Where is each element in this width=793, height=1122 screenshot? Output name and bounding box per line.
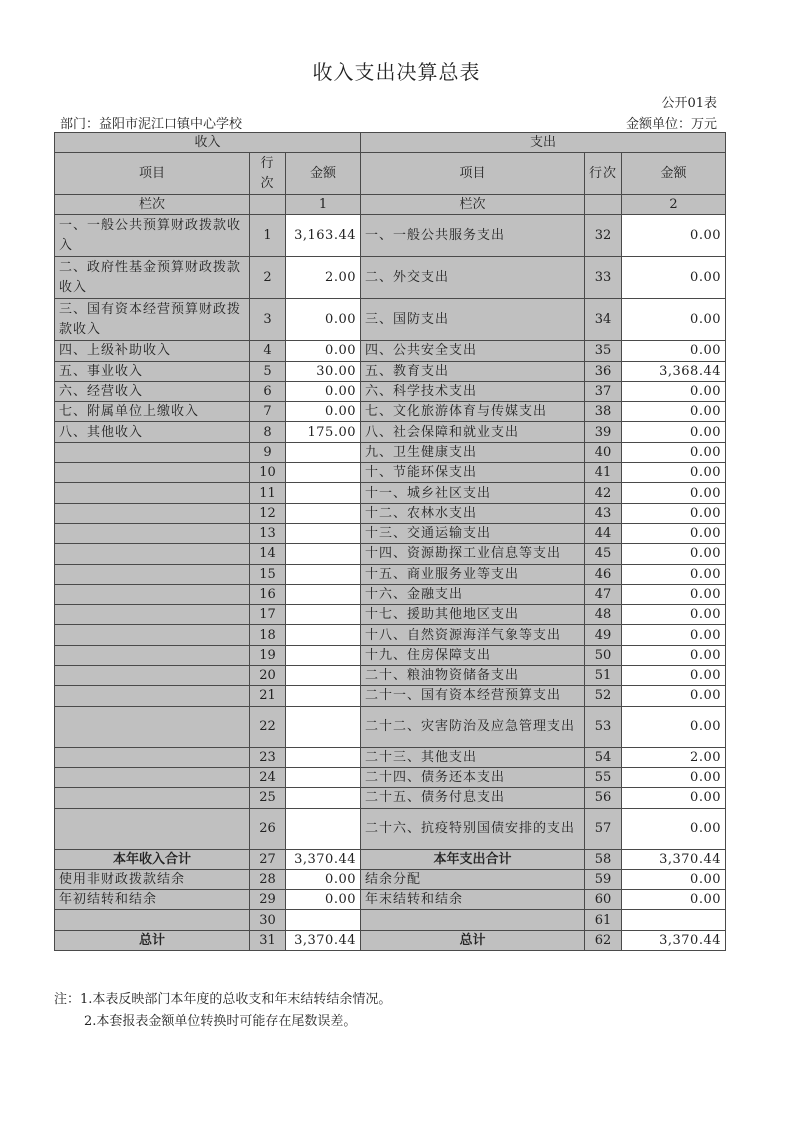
department-label: 部门：益阳市泥江口镇中心学校 (60, 117, 243, 132)
income-section-header: 收入 (55, 133, 361, 153)
expense-row-no: 42 (585, 483, 622, 503)
expense-row-no: 40 (585, 442, 622, 462)
expense-item: 二十、粮油物资储备支出 (361, 666, 585, 686)
table-row (55, 442, 726, 462)
expense-column-label: 栏次 (361, 195, 585, 215)
income-row-no: 20 (250, 666, 286, 686)
expense-amount: 0.00 (622, 523, 726, 543)
expense-amount: 0.00 (622, 299, 726, 341)
expense-amount: 0.00 (622, 544, 726, 564)
expense-section-header: 支出 (361, 133, 726, 153)
income-amount (286, 544, 361, 564)
expense-row-no-header: 行次 (585, 153, 622, 195)
income-row-no: 30 (250, 910, 286, 930)
income-amount (286, 442, 361, 462)
income-row-no: 14 (250, 544, 286, 564)
footnotes (54, 989, 391, 1033)
expense-row-no: 48 (585, 605, 622, 625)
income-amount (286, 463, 361, 483)
income-row-no: 27 (250, 849, 286, 869)
table-row (55, 686, 726, 706)
expense-row-no: 60 (585, 890, 622, 910)
expense-row-no: 59 (585, 869, 622, 889)
expense-amount-header: 金额 (622, 153, 726, 195)
expense-item: 十八、自然资源海洋气象等支出 (361, 625, 585, 645)
income-item (55, 788, 250, 808)
income-item (55, 544, 250, 564)
income-amount (286, 584, 361, 604)
income-row-no: 21 (250, 686, 286, 706)
income-amount: 0.00 (286, 402, 361, 422)
table-row (55, 402, 726, 422)
expense-amount: 0.00 (622, 788, 726, 808)
expense-amount: 0.00 (622, 463, 726, 483)
expense-row-no: 51 (585, 666, 622, 686)
expense-summary-item: 本年支出合计 (361, 849, 585, 869)
expense-row-no: 50 (585, 645, 622, 665)
income-row-no: 17 (250, 605, 286, 625)
expense-row-no: 33 (585, 257, 622, 299)
income-item (55, 503, 250, 523)
income-row-no: 15 (250, 564, 286, 584)
expense-row-no: 53 (585, 706, 622, 747)
header-row-column-index (55, 195, 726, 215)
income-amount-header: 金额 (286, 153, 361, 195)
expense-item: 十三、交通运输支出 (361, 523, 585, 543)
income-item (55, 523, 250, 543)
expense-row-no: 61 (585, 910, 622, 930)
expense-item: 十五、商业服务业等支出 (361, 564, 585, 584)
expense-row-no: 44 (585, 523, 622, 543)
expense-row-no: 38 (585, 402, 622, 422)
expense-row-no: 43 (585, 503, 622, 523)
income-item (55, 686, 250, 706)
expense-item: 五、教育支出 (361, 361, 585, 381)
income-item (55, 625, 250, 645)
expense-item: 二十三、其他支出 (361, 747, 585, 767)
expense-item: 二十六、抗疫特别国债安排的支出 (361, 808, 585, 849)
expense-amount: 0.00 (622, 422, 726, 442)
summary-row (55, 910, 726, 930)
expense-column-index: 2 (622, 195, 726, 215)
income-item: 八、其他收入 (55, 422, 250, 442)
table-row (55, 483, 726, 503)
table-row (55, 706, 726, 747)
income-summary-item: 使用非财政拨款结余 (55, 869, 250, 889)
income-amount (286, 910, 361, 930)
income-row-no: 12 (250, 503, 286, 523)
expense-amount: 0.00 (622, 584, 726, 604)
table-row (55, 544, 726, 564)
expense-item: 十六、金融支出 (361, 584, 585, 604)
table-row (55, 257, 726, 299)
expense-item: 三、国防支出 (361, 299, 585, 341)
table-row (55, 625, 726, 645)
expense-row-no: 47 (585, 584, 622, 604)
expense-item: 十四、资源勘探工业信息等支出 (361, 544, 585, 564)
income-row-no: 31 (250, 930, 286, 950)
expense-summary-item: 总计 (361, 930, 585, 950)
table-row (55, 341, 726, 361)
table-row (55, 767, 726, 787)
expense-row-no: 54 (585, 747, 622, 767)
expense-amount: 0.00 (622, 442, 726, 462)
expense-amount: 0.00 (622, 402, 726, 422)
expense-amount: 0.00 (622, 625, 726, 645)
income-amount (286, 747, 361, 767)
income-amount (286, 605, 361, 625)
income-item: 一、一般公共预算财政拨款收入 (55, 215, 250, 257)
table-row (55, 523, 726, 543)
income-column-index: 1 (286, 195, 361, 215)
expense-item: 二十一、国有资本经营预算支出 (361, 686, 585, 706)
expense-item: 十二、农林水支出 (361, 503, 585, 523)
income-row-no: 22 (250, 706, 286, 747)
expense-item: 二十四、债务还本支出 (361, 767, 585, 787)
income-amount: 2.00 (286, 257, 361, 299)
form-number: 公开01表 (661, 96, 717, 111)
income-amount (286, 483, 361, 503)
income-row-no: 13 (250, 523, 286, 543)
expense-row-no: 34 (585, 299, 622, 341)
expense-amount: 3,368.44 (622, 361, 726, 381)
income-item (55, 564, 250, 584)
expense-item: 十七、援助其他地区支出 (361, 605, 585, 625)
expense-row-no: 35 (585, 341, 622, 361)
expense-amount: 0.00 (622, 666, 726, 686)
expense-item: 十、节能环保支出 (361, 463, 585, 483)
income-column-label: 栏次 (55, 195, 250, 215)
expense-row-no: 55 (585, 767, 622, 787)
income-item-header: 项目 (55, 153, 250, 195)
income-row-no-header: 行次 (250, 153, 286, 195)
summary-row (55, 869, 726, 889)
header-row-columns (55, 153, 726, 195)
expense-summary-item: 年末结转和结余 (361, 890, 585, 910)
expense-amount: 2.00 (622, 747, 726, 767)
income-summary-item: 本年收入合计 (55, 849, 250, 869)
income-row-no: 25 (250, 788, 286, 808)
income-row-no: 28 (250, 869, 286, 889)
expense-row-no: 58 (585, 849, 622, 869)
income-amount: 0.00 (286, 341, 361, 361)
footnote-2: 2.本套报表金额单位转换时可能存在尾数误差。 (84, 1014, 357, 1029)
income-row-no: 23 (250, 747, 286, 767)
income-column-blank (250, 195, 286, 215)
expense-item: 四、公共安全支出 (361, 341, 585, 361)
expense-amount: 0.00 (622, 686, 726, 706)
expense-item: 二、外交支出 (361, 257, 585, 299)
expense-amount: 0.00 (622, 564, 726, 584)
income-amount (286, 808, 361, 849)
expense-row-no: 41 (585, 463, 622, 483)
expense-row-no: 36 (585, 361, 622, 381)
table-row (55, 215, 726, 257)
income-amount (286, 503, 361, 523)
income-row-no: 10 (250, 463, 286, 483)
expense-row-no: 37 (585, 381, 622, 401)
summary-row (55, 849, 726, 869)
expense-amount: 0.00 (622, 767, 726, 787)
expense-item: 六、科学技术支出 (361, 381, 585, 401)
expense-item: 十一、城乡社区支出 (361, 483, 585, 503)
amount-unit-label: 金额单位：万元 (625, 117, 717, 132)
expense-row-no: 57 (585, 808, 622, 849)
income-amount: 0.00 (286, 381, 361, 401)
income-row-no: 16 (250, 584, 286, 604)
income-amount (286, 686, 361, 706)
table-row (55, 808, 726, 849)
table-row (55, 422, 726, 442)
table-row (55, 503, 726, 523)
income-item (55, 483, 250, 503)
expense-item: 八、社会保障和就业支出 (361, 422, 585, 442)
footnote-1: 注：1.本表反映部门本年度的总收支和年末结转结余情况。 (54, 992, 392, 1007)
table-row (55, 747, 726, 767)
table-row (55, 564, 726, 584)
income-amount: 0.00 (286, 869, 361, 889)
income-item: 五、事业收入 (55, 361, 250, 381)
income-row-no: 19 (250, 645, 286, 665)
income-item (55, 605, 250, 625)
expense-amount: 0.00 (622, 503, 726, 523)
income-row-no: 8 (250, 422, 286, 442)
expense-item-header: 项目 (361, 153, 585, 195)
income-row-no: 24 (250, 767, 286, 787)
income-summary-item: 总计 (55, 930, 250, 950)
income-summary-item (55, 910, 250, 930)
income-expense-table (54, 132, 726, 951)
income-amount: 3,163.44 (286, 215, 361, 257)
expense-row-no: 49 (585, 625, 622, 645)
expense-amount: 0.00 (622, 257, 726, 299)
expense-amount: 0.00 (622, 381, 726, 401)
expense-amount: 0.00 (622, 215, 726, 257)
income-row-no: 3 (250, 299, 286, 341)
income-summary-item: 年初结转和结余 (55, 890, 250, 910)
income-amount: 3,370.44 (286, 930, 361, 950)
income-amount: 3,370.44 (286, 849, 361, 869)
income-amount: 175.00 (286, 422, 361, 442)
expense-amount: 0.00 (622, 605, 726, 625)
summary-row (55, 890, 726, 910)
expense-summary-item (361, 910, 585, 930)
income-amount (286, 645, 361, 665)
income-row-no: 18 (250, 625, 286, 645)
expense-amount: 3,370.44 (622, 849, 726, 869)
income-row-no: 5 (250, 361, 286, 381)
income-amount: 0.00 (286, 299, 361, 341)
table-row (55, 605, 726, 625)
income-amount (286, 666, 361, 686)
income-row-no: 2 (250, 257, 286, 299)
expense-row-no: 46 (585, 564, 622, 584)
income-amount (286, 767, 361, 787)
table-row (55, 361, 726, 381)
income-amount (286, 788, 361, 808)
expense-row-no: 39 (585, 422, 622, 442)
expense-item: 二十五、债务付息支出 (361, 788, 585, 808)
table-row (55, 666, 726, 686)
header-row-sections (55, 133, 726, 153)
table-row (55, 645, 726, 665)
income-item: 七、附属单位上缴收入 (55, 402, 250, 422)
page-title: 收入支出决算总表 (312, 60, 481, 84)
expense-amount: 0.00 (622, 341, 726, 361)
expense-item: 九、卫生健康支出 (361, 442, 585, 462)
income-item (55, 666, 250, 686)
income-item: 二、政府性基金预算财政拨款收入 (55, 257, 250, 299)
income-item (55, 706, 250, 747)
expense-item: 二十二、灾害防治及应急管理支出 (361, 706, 585, 747)
expense-column-blank (585, 195, 622, 215)
table-row (55, 584, 726, 604)
income-amount (286, 564, 361, 584)
income-row-no: 29 (250, 890, 286, 910)
income-row-no: 7 (250, 402, 286, 422)
income-amount (286, 523, 361, 543)
income-row-no: 1 (250, 215, 286, 257)
income-row-no: 9 (250, 442, 286, 462)
expense-amount: 0.00 (622, 808, 726, 849)
expense-amount: 0.00 (622, 483, 726, 503)
expense-item: 十九、住房保障支出 (361, 645, 585, 665)
expense-amount: 3,370.44 (622, 930, 726, 950)
table-row (55, 788, 726, 808)
expense-row-no: 32 (585, 215, 622, 257)
expense-amount: 0.00 (622, 890, 726, 910)
income-item: 四、上级补助收入 (55, 341, 250, 361)
expense-item: 一、一般公共服务支出 (361, 215, 585, 257)
income-item: 六、经营收入 (55, 381, 250, 401)
income-item (55, 808, 250, 849)
expense-amount (622, 910, 726, 930)
income-amount: 0.00 (286, 890, 361, 910)
summary-row (55, 930, 726, 950)
income-item (55, 442, 250, 462)
table-row (55, 463, 726, 483)
income-item (55, 747, 250, 767)
income-item (55, 645, 250, 665)
table-row (55, 381, 726, 401)
expense-row-no: 52 (585, 686, 622, 706)
expense-row-no: 62 (585, 930, 622, 950)
income-amount: 30.00 (286, 361, 361, 381)
expense-amount: 0.00 (622, 706, 726, 747)
table-row (55, 299, 726, 341)
expense-item: 七、文化旅游体育与传媒支出 (361, 402, 585, 422)
income-item (55, 463, 250, 483)
expense-amount: 0.00 (622, 869, 726, 889)
income-row-no: 6 (250, 381, 286, 401)
income-item (55, 767, 250, 787)
income-row-no: 26 (250, 808, 286, 849)
income-row-no: 4 (250, 341, 286, 361)
expense-amount: 0.00 (622, 645, 726, 665)
expense-row-no: 56 (585, 788, 622, 808)
income-amount (286, 706, 361, 747)
expense-row-no: 45 (585, 544, 622, 564)
expense-summary-item: 结余分配 (361, 869, 585, 889)
income-amount (286, 625, 361, 645)
income-item: 三、国有资本经营预算财政拨款收入 (55, 299, 250, 341)
income-item (55, 584, 250, 604)
income-row-no: 11 (250, 483, 286, 503)
